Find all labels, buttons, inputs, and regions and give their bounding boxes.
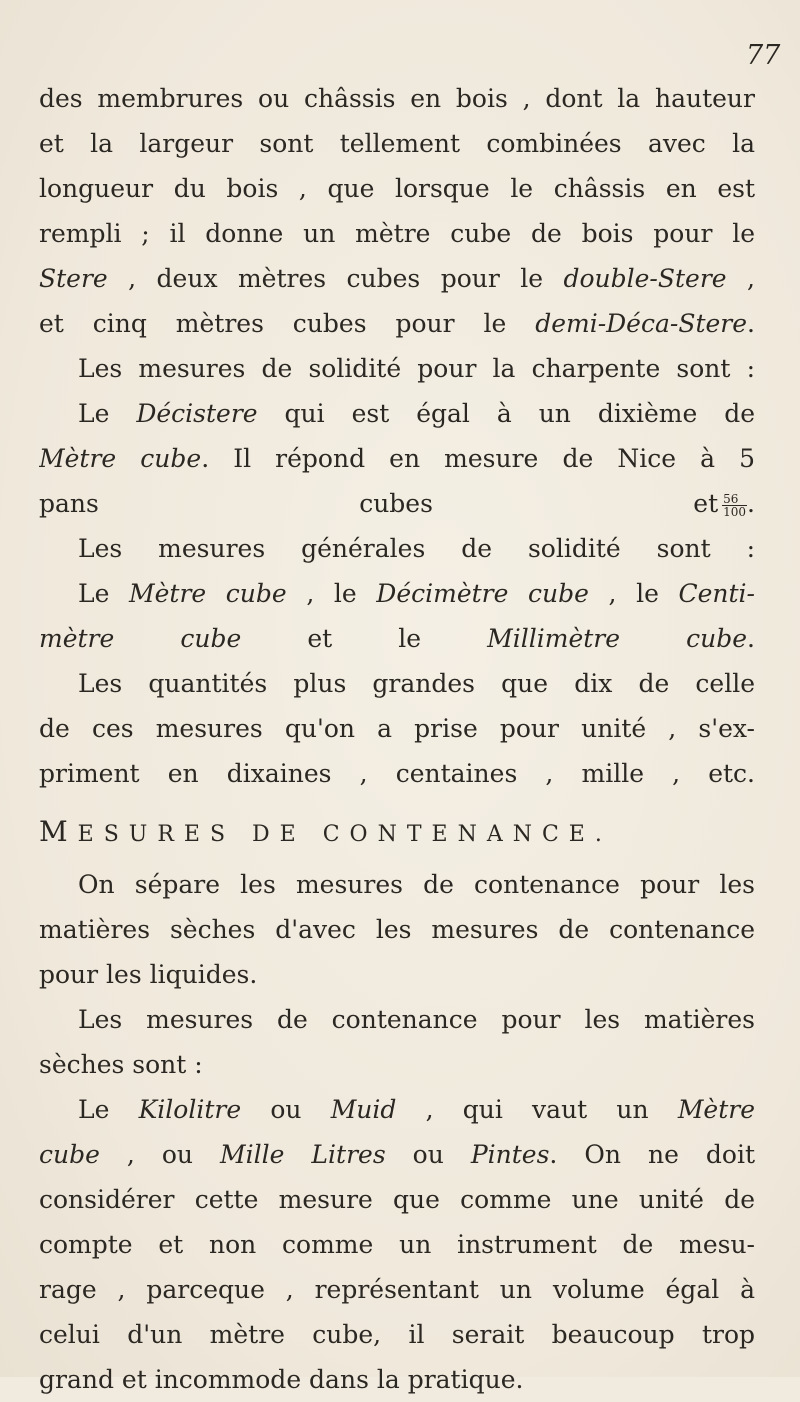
text-run: .: [747, 624, 755, 653]
text-line: et la largeur sont tellement combinées avec la: [39, 129, 755, 158]
text-run: et le: [241, 624, 488, 653]
text-run: ou: [385, 1140, 471, 1169]
text-line: rage , parceque , représentant un volume égal à: [39, 1275, 755, 1304]
italic-term: Décistere: [136, 399, 258, 428]
italic-term: Décimètre cube: [376, 579, 589, 608]
text-line: grand et incommode dans la pratique.: [39, 1365, 524, 1394]
text-line: considérer cette mesure que comme une unité de: [39, 1185, 755, 1214]
text-run: , le: [588, 579, 679, 608]
text-run: , deux mètres cubes pour le: [107, 264, 564, 293]
text-line: pour les liquides.: [39, 960, 258, 989]
text-line: priment en dixaines , centaines , mille , etc.: [39, 759, 755, 788]
italic-term: demi-Déca-Stere: [535, 309, 748, 338]
text-run: qui est égal à un dixième de: [257, 399, 755, 428]
text-line: Les quantités plus grandes que dix de celle: [78, 669, 755, 698]
text-line: [39, 436, 755, 481]
fraction-56-100: [722, 493, 747, 518]
text-run: . On ne doit: [549, 1140, 755, 1169]
text-run: ,: [726, 264, 755, 293]
italic-term: double-Stere: [563, 264, 727, 293]
text-line: [39, 616, 755, 661]
text-line: Les mesures générales de solidité sont :: [78, 534, 755, 563]
italic-term: Muid: [330, 1095, 397, 1124]
text-run: , ou: [99, 1140, 221, 1169]
italic-term: Mille Litres: [220, 1140, 386, 1169]
body-text: [39, 76, 755, 1402]
text-run: . Il répond en mesure de Nice à 5: [201, 444, 755, 473]
text-run: Le: [78, 399, 137, 428]
fraction-numerator: 56: [722, 493, 747, 506]
text-line: de ces mesures qu'on a prise pour unité , s'ex-: [39, 714, 755, 743]
text-line: [39, 301, 755, 346]
fraction-line-text: pans cubes et: [39, 489, 719, 518]
italic-term: Pintes: [470, 1140, 550, 1169]
text-line: [39, 571, 755, 616]
italic-term: Mètre: [677, 1095, 755, 1124]
text-line: [39, 256, 755, 301]
text-run: , qui vaut un: [396, 1095, 678, 1124]
italic-term: Kilolitre: [138, 1095, 242, 1124]
text-line: sèches sont :: [39, 1050, 203, 1079]
italic-term: Mètre cube: [39, 444, 202, 473]
text-line: Les mesures de contenance pour les matières: [78, 1005, 755, 1034]
page-number: 77: [746, 40, 781, 71]
fraction-line: [39, 481, 755, 526]
italic-term: Centi-: [678, 579, 755, 608]
text-line: [39, 1132, 755, 1177]
text-run: et cinq mètres cubes pour le: [39, 309, 536, 338]
paragraph-block-1: [39, 76, 755, 481]
paragraph-block-2: [39, 526, 755, 796]
italic-term: Millimètre cube: [487, 624, 748, 653]
text-line: des membrures ou châssis en bois , dont la hauteur: [39, 84, 755, 113]
text-run: .: [747, 309, 755, 338]
text-run: Le: [78, 579, 130, 608]
text-run: Le: [78, 1095, 139, 1124]
text-run: , le: [286, 579, 377, 608]
text-line: compte et non comme un instrument de mesu-: [39, 1230, 755, 1259]
heading-rest: ESURES DE CONTENANCE.: [77, 822, 612, 847]
heading-initial: M: [39, 815, 78, 848]
text-line: rempli ; il donne un mètre cube de bois pour le: [39, 219, 755, 248]
fraction-denominator: 100: [723, 505, 747, 519]
text-line: longueur du bois , que lorsque le châssis en est: [39, 174, 755, 203]
text-line: Les mesures de solidité pour la charpente sont :: [78, 354, 755, 383]
text-line: [39, 391, 755, 436]
text-line: [39, 1087, 755, 1132]
italic-term: mètre cube: [39, 624, 242, 653]
italic-term: Mètre cube: [129, 579, 287, 608]
italic-term: Stere: [39, 264, 108, 293]
fraction-line-end: .: [747, 489, 755, 518]
italic-term: cube: [39, 1140, 100, 1169]
text-line: On sépare les mesures de contenance pour les: [78, 870, 755, 899]
text-run: ou: [241, 1095, 331, 1124]
section-heading: [39, 802, 755, 862]
text-line: matières sèches d'avec les mesures de contenance: [39, 915, 755, 944]
paragraph-block-3: [39, 862, 755, 1402]
text-line: celui d'un mètre cube, il serait beaucoup trop: [39, 1320, 755, 1349]
